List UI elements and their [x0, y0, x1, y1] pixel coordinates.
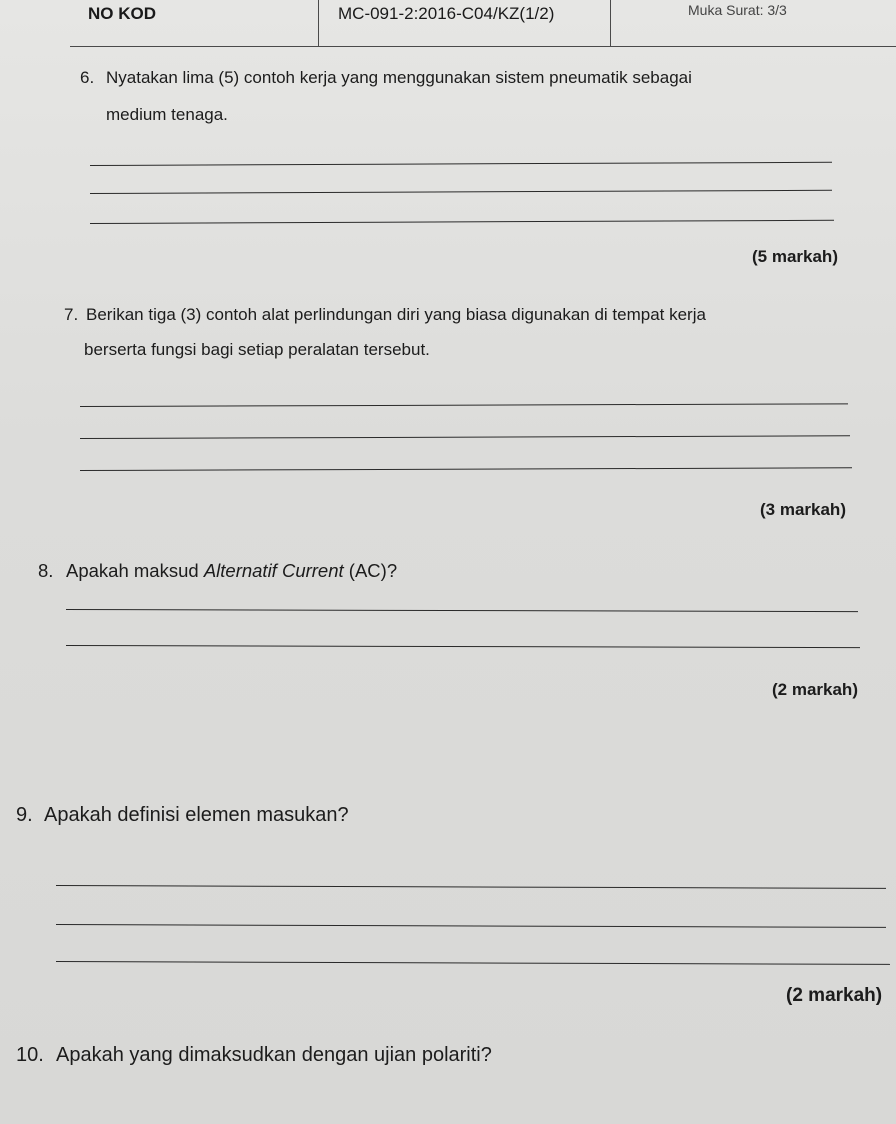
page-header: [70, 0, 896, 47]
question-7-line-2: berserta fungsi bagi setiap peralatan tersebut.: [84, 340, 430, 359]
question-text: Apakah yang dimaksudkan dengan ujian polariti?: [56, 1044, 492, 1066]
no-kod-label: NO KOD: [88, 4, 156, 23]
answer-line[interactable]: [90, 220, 834, 224]
header-divider-1: [318, 0, 319, 46]
marks-label: (2 markah): [772, 680, 858, 699]
answer-line[interactable]: [66, 645, 860, 648]
marks-label: (3 markah): [760, 500, 846, 519]
question-8: [38, 558, 397, 584]
question-text: Berikan tiga (3) contoh alat perlindungan diri yang biasa digunakan di tempat kerja: [86, 305, 706, 324]
answer-line[interactable]: [66, 609, 858, 612]
question-text-after: (AC)?: [343, 560, 398, 581]
question-text-italic: Alternatif Current: [203, 560, 344, 581]
question-number: 8.: [38, 560, 54, 581]
answer-line[interactable]: [80, 467, 852, 471]
answer-line[interactable]: [56, 961, 890, 965]
marks-label: (5 markah): [752, 247, 838, 266]
header-divider-2: [610, 0, 611, 46]
question-number: 10.: [16, 1044, 44, 1066]
question-7: [64, 303, 706, 327]
question-number: 9.: [16, 804, 33, 826]
question-text: Nyatakan lima (5) contoh kerja yang menggunakan sistem pneumatik sebagai: [106, 68, 692, 87]
page-number: Muka Surat: 3/3: [688, 2, 787, 18]
question-text-before: Apakah maksud: [66, 560, 204, 581]
question-6: [80, 66, 692, 90]
answer-line[interactable]: [56, 924, 886, 928]
question-number: 7.: [64, 305, 79, 324]
question-number: 6.: [80, 68, 95, 87]
answer-line[interactable]: [80, 403, 848, 407]
document-code: MC-091-2:2016-C04/KZ(1/2): [338, 4, 555, 23]
answer-line[interactable]: [80, 435, 850, 439]
answer-line[interactable]: [90, 162, 832, 166]
answer-line[interactable]: [90, 190, 832, 194]
question-10: [16, 1041, 492, 1069]
marks-label: (2 markah): [786, 985, 883, 1006]
question-9: [16, 801, 349, 829]
question-text: Apakah definisi elemen masukan?: [44, 804, 349, 826]
question-6-line-2: medium tenaga.: [106, 105, 228, 124]
answer-line[interactable]: [56, 885, 886, 889]
